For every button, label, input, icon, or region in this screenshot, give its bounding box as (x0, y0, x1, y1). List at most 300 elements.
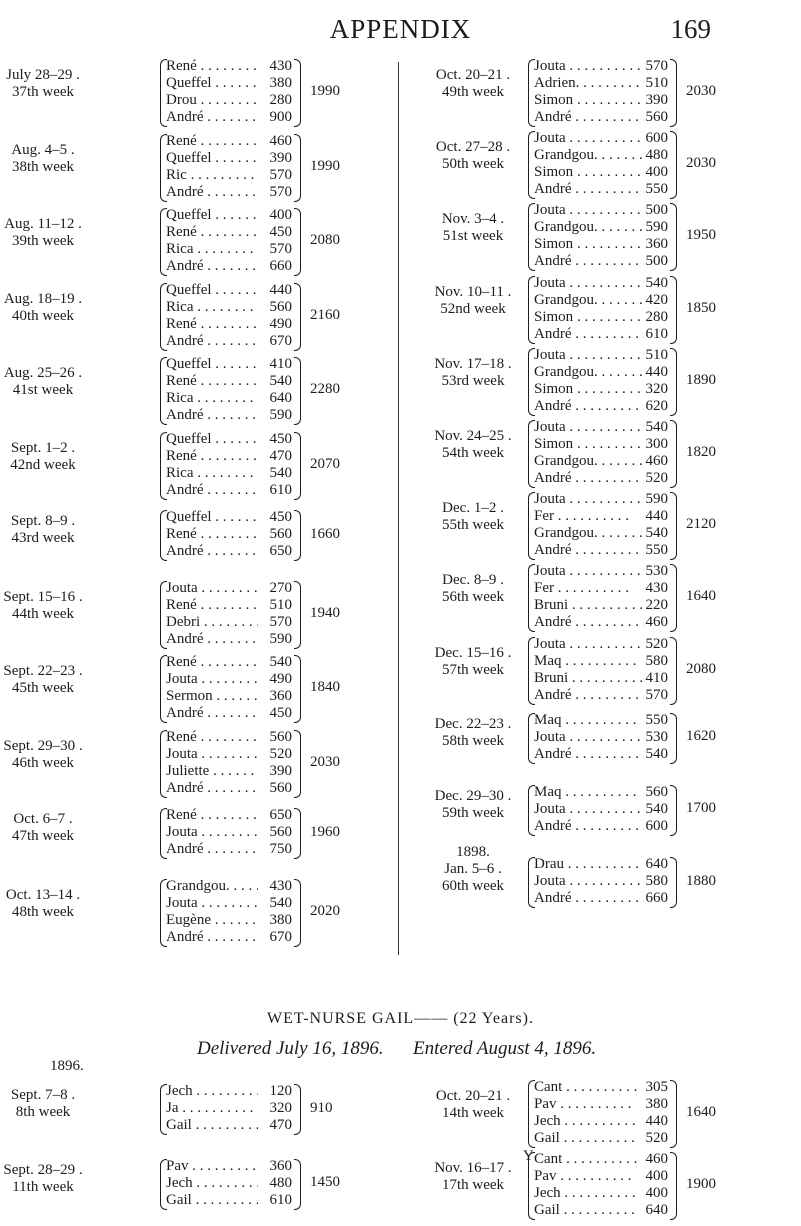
week-entry (0, 354, 395, 429)
amount-value: 750 (262, 841, 292, 858)
nurse-names (166, 807, 258, 858)
nurse-name: Jouta . . . (534, 729, 641, 745)
nurse-name: André . . . (166, 780, 258, 796)
nurse-name: André . . . (534, 398, 644, 414)
right-brace (670, 713, 677, 764)
week-label (2, 663, 84, 697)
week-number: 47th week (2, 828, 84, 845)
right-brace (294, 208, 301, 276)
amount-value: 550 (638, 181, 668, 198)
right-brace (670, 492, 677, 560)
amount-value: 600 (638, 130, 668, 147)
amount-value: 500 (638, 202, 668, 219)
nurse-name: René . . . (166, 316, 258, 332)
right-brace (294, 432, 301, 500)
amount-value: 590 (638, 219, 668, 236)
week-entry (0, 876, 395, 951)
week-number: 37th week (2, 84, 84, 101)
nurse-name: Maq . . . (534, 712, 637, 728)
amounts (638, 491, 668, 559)
right-brace (670, 1080, 677, 1148)
amount-value: 305 (638, 1079, 668, 1096)
amount-value: 490 (262, 671, 292, 688)
week-total: 1950 (686, 227, 716, 244)
nurse-names (534, 563, 644, 631)
nurse-name: André . . . (166, 482, 258, 498)
week-dates: Sept. 15–16 . (2, 589, 84, 606)
nurse-name: Grandgou. . . . (534, 364, 644, 380)
right-brace (670, 785, 677, 836)
nurse-name: Gail . . . (166, 1117, 258, 1133)
week-total: 1940 (310, 605, 340, 622)
nurse-names (534, 58, 644, 126)
amounts (638, 712, 668, 763)
amount-value: 430 (638, 580, 668, 597)
week-label (2, 1087, 84, 1121)
week-number: 11th week (2, 1179, 84, 1196)
week-entry (0, 1077, 395, 1152)
nurse-name: René . . . (166, 807, 258, 823)
amounts (262, 878, 292, 946)
week-dates: Sept. 8–9 . (2, 513, 84, 530)
nurse-name: Pav . . . (534, 1096, 632, 1112)
amount-value: 500 (638, 253, 668, 270)
week-total: 1850 (686, 300, 716, 317)
amount-value: 650 (262, 807, 292, 824)
week-entry (398, 56, 793, 128)
amount-value: 270 (262, 580, 292, 597)
amounts (638, 1151, 668, 1219)
amount-value: 520 (638, 1130, 668, 1147)
week-entry (0, 652, 395, 727)
amount-value: 640 (638, 1202, 668, 1219)
nurse-names (534, 275, 644, 343)
nurse-name: André . . . (166, 543, 258, 559)
week-entry (0, 1152, 395, 1226)
week-total: 1620 (686, 728, 716, 745)
nurse-name: André . . . (534, 470, 644, 486)
nurse-name: René . . . (166, 729, 258, 745)
amount-value: 550 (638, 712, 668, 729)
nurse-name: René . . . (166, 373, 258, 389)
nurse-names (166, 431, 258, 499)
amount-value: 510 (262, 597, 292, 614)
nurse-name: Jouta . . . (534, 58, 641, 74)
right-brace (670, 276, 677, 344)
week-dates: Sept. 1–2 . (2, 440, 84, 457)
nurse-name: Drau . . . (534, 856, 639, 872)
nurse-name: Rica . . . (166, 241, 258, 257)
week-total: 1640 (686, 588, 716, 605)
nurse-name: Rica . . . (166, 465, 258, 481)
section-dates (0, 1038, 801, 1064)
week-entry (398, 128, 793, 200)
amounts (262, 431, 292, 499)
amount-value: 430 (262, 58, 292, 75)
nurse-names (166, 282, 258, 350)
right-brace (294, 730, 301, 798)
nurse-names (166, 509, 258, 560)
amount-value: 440 (638, 364, 668, 381)
right-brace (294, 655, 301, 723)
week-label (2, 67, 84, 101)
week-total: 1900 (686, 1176, 716, 1193)
week-total: 1990 (310, 158, 340, 175)
amount-value: 530 (638, 563, 668, 580)
week-label (406, 572, 540, 606)
nurse-name: Fer . . . (534, 508, 629, 524)
nurse-name: Jouta . . . (534, 202, 641, 218)
week-entry (398, 345, 793, 417)
right-brace (670, 1152, 677, 1220)
nurse-name: Jech . . . (166, 1083, 258, 1099)
week-label (2, 440, 84, 474)
week-dates: Oct. 20–21 . (406, 1088, 540, 1105)
amount-value: 460 (638, 1151, 668, 1168)
right-brace (294, 134, 301, 202)
nurse-name: Queffel . . . (166, 207, 258, 223)
amounts (638, 130, 668, 198)
week-number: 60th week (406, 878, 540, 895)
week-number: 57th week (406, 662, 540, 679)
week-total: 2070 (310, 456, 340, 473)
nurse-name: André . . . (166, 184, 258, 200)
amount-value: 220 (638, 597, 668, 614)
week-number: 38th week (2, 159, 84, 176)
week-entry (0, 131, 395, 206)
amount-value: 580 (638, 653, 668, 670)
amounts (638, 58, 668, 126)
nurse-name: Jech . . . (534, 1113, 636, 1129)
week-dates: Dec. 1–2 . (406, 500, 540, 517)
nurse-name: André . . . (166, 631, 258, 647)
nurse-name: André . . . (534, 181, 644, 197)
amount-value: 380 (262, 912, 292, 929)
amount-value: 440 (638, 508, 668, 525)
week-label (2, 738, 84, 772)
amount-value: 570 (262, 184, 292, 201)
week-dates: Sept. 22–23 . (2, 663, 84, 680)
amount-value: 470 (262, 448, 292, 465)
week-entry (0, 280, 395, 355)
nurse-name: Simon . . . (534, 436, 644, 452)
week-number: 42nd week (2, 457, 84, 474)
right-brace (670, 637, 677, 705)
nurse-name: André . . . (534, 687, 644, 703)
amount-value: 660 (262, 258, 292, 275)
amount-value: 640 (638, 856, 668, 873)
amount-value: 550 (638, 542, 668, 559)
nurse-name: Grandgou. . . . (166, 878, 258, 894)
nurse-name: André . . . (166, 333, 258, 349)
week-total: 1880 (686, 873, 716, 890)
week-number: 58th week (406, 733, 540, 750)
week-number: 52nd week (406, 301, 540, 318)
nurse-name: Queffel . . . (166, 150, 258, 166)
nurse-name: Simon . . . (534, 164, 644, 180)
nurse-name: Grandgou. . . . (534, 453, 644, 469)
nurse-name: Jouta . . . (534, 801, 641, 817)
nurse-name: Juliette . . . (166, 763, 258, 779)
week-total: 1640 (686, 1104, 716, 1121)
week-label (406, 211, 540, 245)
nurse-name: Adrien. . . . (534, 75, 644, 91)
right-brace (294, 581, 301, 649)
week-label (406, 844, 540, 895)
week-number: 40th week (2, 308, 84, 325)
week-number: 54th week (406, 445, 540, 462)
amount-value: 450 (262, 224, 292, 241)
amount-value: 660 (638, 890, 668, 907)
nurse-name: André . . . (166, 407, 258, 423)
week-label (406, 1088, 540, 1122)
week-label (406, 284, 540, 318)
week-dates: Oct. 6–7 . (2, 811, 84, 828)
week-entry (398, 200, 793, 272)
week-label (406, 1160, 540, 1194)
amount-value: 560 (262, 526, 292, 543)
week-total: 2280 (310, 381, 340, 398)
nurse-names (166, 878, 258, 946)
nurse-name: André . . . (534, 614, 644, 630)
nurse-name: André . . . (534, 253, 644, 269)
nurse-names (534, 784, 644, 835)
week-number: 46th week (2, 755, 84, 772)
nurse-name: Jouta . . . (166, 671, 258, 687)
week-dates: Nov. 16–17 . (406, 1160, 540, 1177)
amounts (262, 654, 292, 722)
nurse-name: Simon . . . (534, 309, 644, 325)
amount-value: 400 (262, 207, 292, 224)
week-number: 53rd week (406, 373, 540, 390)
week-label (406, 788, 540, 822)
week-dates: Sept. 28–29 . (2, 1162, 84, 1179)
right-brace (294, 59, 301, 127)
nurse-names (534, 856, 644, 907)
amount-value: 540 (262, 373, 292, 390)
right-brace (670, 857, 677, 908)
right-brace (294, 357, 301, 425)
week-label (2, 365, 84, 399)
nurse-name: Simon . . . (534, 236, 644, 252)
nurse-name: André . . . (166, 109, 258, 125)
amounts (638, 563, 668, 631)
nurse-name: André . . . (534, 109, 644, 125)
amount-value: 400 (638, 1185, 668, 1202)
amounts (638, 856, 668, 907)
right-brace (294, 808, 301, 859)
week-number: 43rd week (2, 530, 84, 547)
nurse-name: Simon . . . (534, 92, 644, 108)
amounts (262, 729, 292, 797)
week-dates: Jan. 5–6 . (406, 861, 540, 878)
amount-value: 450 (262, 705, 292, 722)
nurse-names (166, 356, 258, 424)
amount-value: 450 (262, 509, 292, 526)
nurse-name: René . . . (166, 654, 258, 670)
amount-value: 620 (638, 398, 668, 415)
week-entry (0, 578, 395, 653)
amount-value: 390 (638, 92, 668, 109)
section-subtitle: WET-NURSE GAIL—— (22 Years). (0, 1010, 801, 1028)
week-dates: Oct. 13–14 . (2, 887, 84, 904)
nurse-name: Jouta . . . (534, 563, 641, 579)
nurse-name: André . . . (534, 818, 644, 834)
amount-value: 390 (262, 150, 292, 167)
nurse-name: Jouta . . . (166, 746, 258, 762)
week-number: 50th week (406, 156, 540, 173)
amount-value: 570 (638, 58, 668, 75)
amount-value: 610 (638, 326, 668, 343)
week-dates: Dec. 8–9 . (406, 572, 540, 589)
right-brace (670, 564, 677, 632)
nurse-name: André . . . (166, 929, 258, 945)
week-label (2, 811, 84, 845)
week-number: 55th week (406, 517, 540, 534)
nurse-names (534, 636, 644, 704)
amounts (638, 347, 668, 415)
amounts (638, 275, 668, 343)
amount-value: 480 (262, 1175, 292, 1192)
amount-value: 460 (638, 453, 668, 470)
amount-value: 460 (638, 614, 668, 631)
amount-value: 120 (262, 1083, 292, 1100)
amount-value: 410 (262, 356, 292, 373)
week-total: 2020 (310, 903, 340, 920)
nurse-name: René . . . (166, 448, 258, 464)
nurse-name: Rica . . . (166, 390, 258, 406)
week-number: 39th week (2, 233, 84, 250)
week-total: 2160 (310, 307, 340, 324)
amount-value: 610 (262, 1192, 292, 1209)
week-label (406, 645, 540, 679)
amount-value: 380 (262, 75, 292, 92)
week-dates: Aug. 25–26 . (2, 365, 84, 382)
right-brace (670, 131, 677, 199)
week-number: 14th week (406, 1105, 540, 1122)
nurse-name: Gail . . . (534, 1130, 635, 1146)
week-label (2, 142, 84, 176)
wet-nurse-right-column (398, 1077, 793, 1221)
amount-value: 540 (262, 895, 292, 912)
right-brace (294, 1159, 301, 1210)
nurse-names (166, 580, 258, 648)
amount-value: 490 (262, 316, 292, 333)
right-column (398, 56, 793, 922)
nurse-name: Jouta . . . (166, 580, 258, 596)
week-total: 1840 (310, 679, 340, 696)
week-entry (398, 634, 793, 706)
amount-value: 470 (262, 1117, 292, 1134)
amount-value: 460 (262, 133, 292, 150)
running-title: APPENDIX (0, 14, 801, 45)
signature-mark: Y (523, 1148, 534, 1165)
nurse-names (534, 491, 644, 559)
right-brace (670, 59, 677, 127)
nurse-name: André . . . (166, 841, 258, 857)
nurse-names (534, 130, 644, 198)
amount-value: 610 (262, 482, 292, 499)
amounts (638, 1079, 668, 1147)
week-total: 2030 (686, 155, 716, 172)
week-number: 44th week (2, 606, 84, 623)
nurse-names (166, 207, 258, 275)
week-number: 41st week (2, 382, 84, 399)
week-label (406, 67, 540, 101)
nurse-name: Fer . . . (534, 580, 629, 596)
amount-value: 400 (638, 1168, 668, 1185)
week-number: 8th week (2, 1104, 84, 1121)
week-entry (0, 56, 395, 131)
amount-value: 570 (262, 614, 292, 631)
right-brace (294, 510, 301, 561)
amount-value: 420 (638, 292, 668, 309)
amount-value: 280 (638, 309, 668, 326)
nurse-name: André . . . (166, 705, 258, 721)
nurse-names (534, 347, 644, 415)
amounts (262, 509, 292, 560)
nurse-name: Queffel . . . (166, 282, 258, 298)
nurse-name: Jouta . . . (166, 895, 258, 911)
amount-value: 560 (262, 780, 292, 797)
week-dates: Aug. 18–19 . (2, 291, 84, 308)
week-dates: Oct. 20–21 . (406, 67, 540, 84)
week-dates: Sept. 7–8 . (2, 1087, 84, 1104)
amounts (262, 356, 292, 424)
nurse-name: Grandgou. . . . (534, 219, 644, 235)
nurse-names (534, 712, 644, 763)
week-entry (0, 727, 395, 802)
week-total: 1700 (686, 800, 716, 817)
week-number: 59th week (406, 805, 540, 822)
nurse-name: Bruni . . . (534, 670, 643, 686)
nurse-name: Queffel . . . (166, 356, 258, 372)
wet-nurse-left-column (0, 1077, 395, 1226)
nurse-names (534, 419, 644, 487)
amount-value: 570 (262, 167, 292, 184)
right-brace (294, 1084, 301, 1135)
week-number: 45th week (2, 680, 84, 697)
nurse-name: Jouta . . . (534, 873, 641, 889)
week-label (2, 513, 84, 547)
nurse-name: Queffel . . . (166, 75, 258, 91)
nurse-names (534, 1151, 644, 1219)
week-number: 51st week (406, 228, 540, 245)
nurse-name: André . . . (534, 890, 644, 906)
nurse-name: Bruni . . . (534, 597, 643, 613)
nurse-names (166, 133, 258, 201)
amount-value: 590 (262, 631, 292, 648)
nurse-name: Sermon . . . (166, 688, 258, 704)
amounts (262, 282, 292, 350)
delivered-date: Delivered July 16, 1896. (197, 1038, 384, 1060)
week-total: 1660 (310, 526, 340, 543)
nurse-name: Simon . . . (534, 381, 644, 397)
right-brace (670, 420, 677, 488)
left-column (0, 56, 395, 950)
nurse-name: Maq . . . (534, 784, 637, 800)
nurse-name: Cant . . . (534, 1079, 637, 1095)
nurse-name: Grandgou. . . . (534, 147, 644, 163)
nurse-name: Queffel . . . (166, 509, 258, 525)
nurse-name: Jouta . . . (534, 275, 641, 291)
nurse-name: Jouta . . . (534, 636, 641, 652)
right-brace (294, 283, 301, 351)
amount-value: 560 (262, 729, 292, 746)
week-label (406, 139, 540, 173)
amounts (638, 202, 668, 270)
week-dates: Nov. 24–25 . (406, 428, 540, 445)
